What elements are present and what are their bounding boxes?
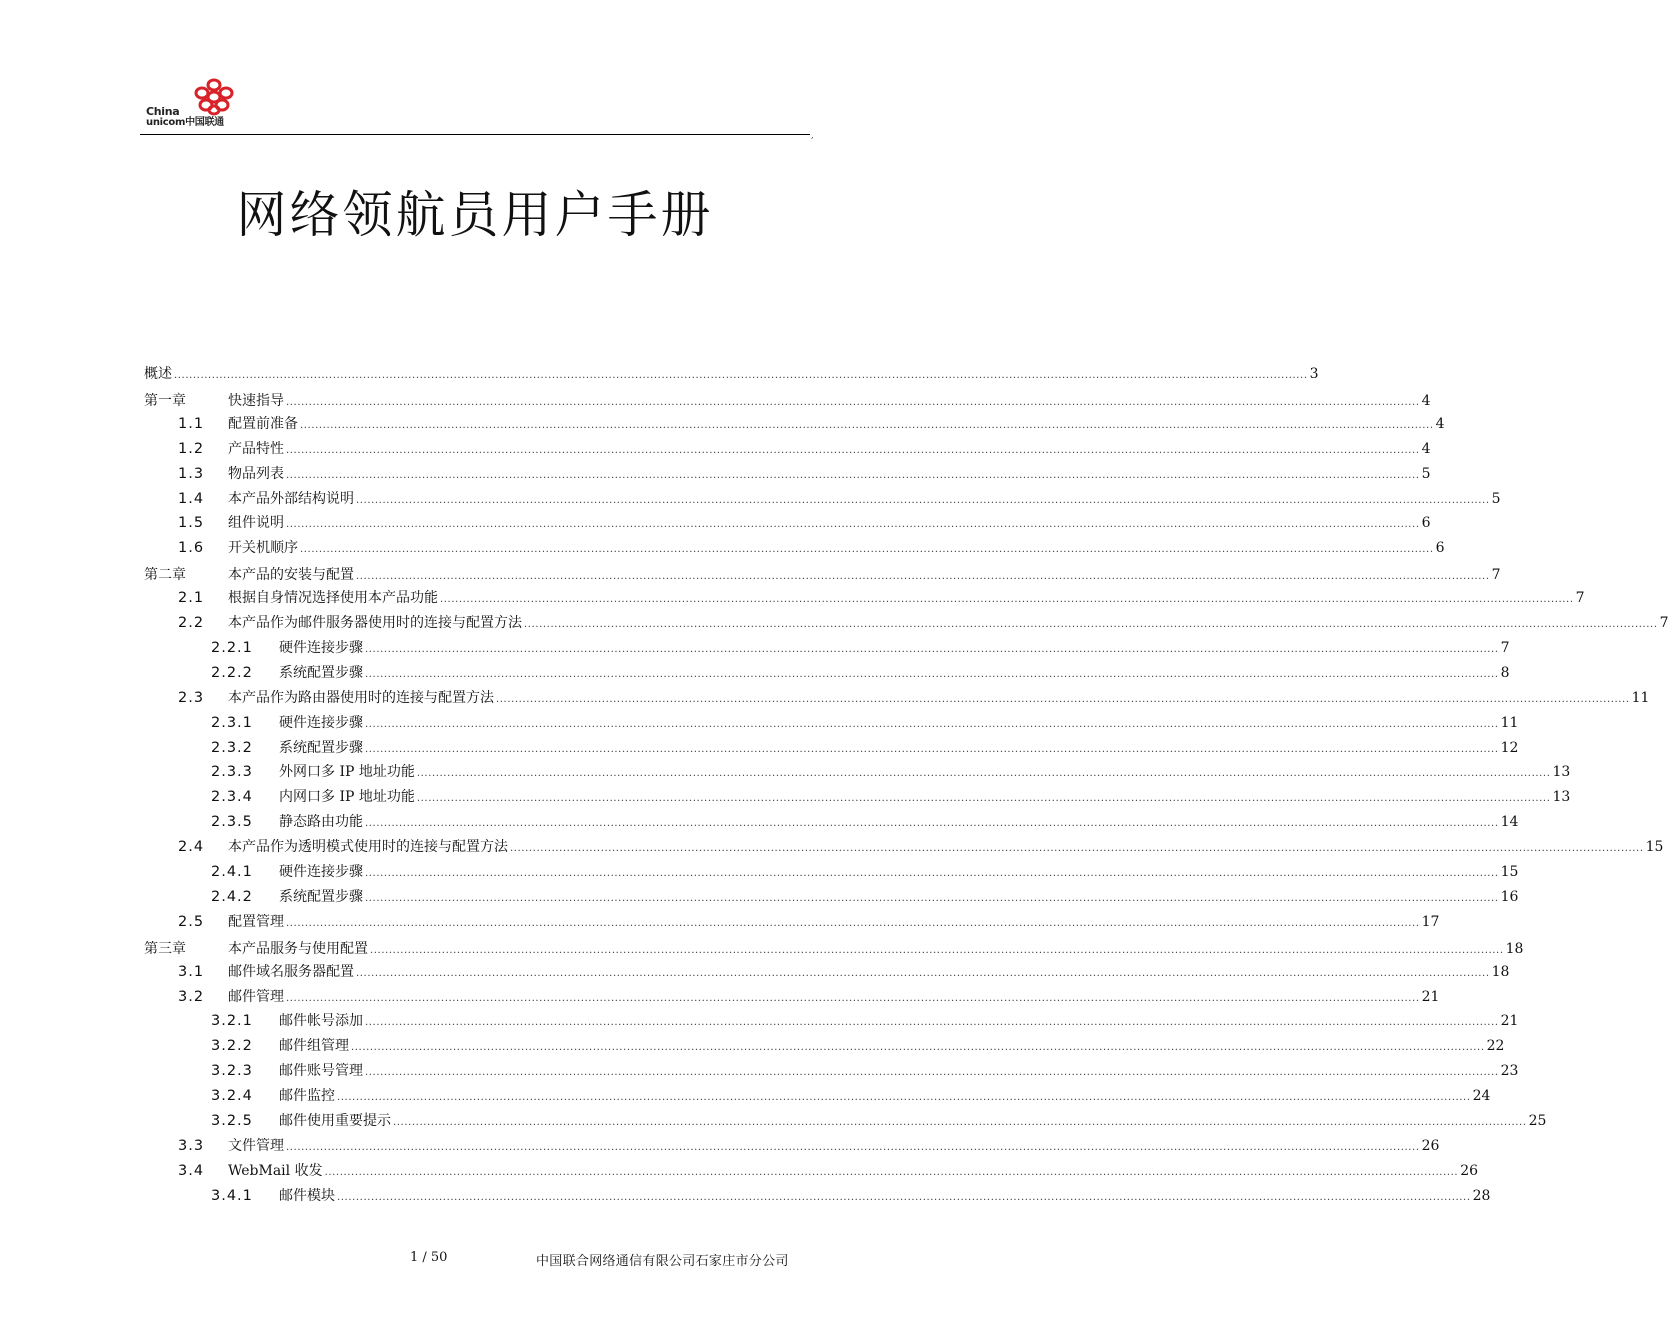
toc-entry-label: 物品列表 [228,465,284,482]
toc-leader-dots: ............................................................................................................................................................................................................................................................................................................ [337,1092,1471,1104]
toc-leader-dots: ............................................................................................................................................................................................................................................................................................................ [370,944,1504,956]
toc-entry-label: 根据自身情况选择使用本产品功能 [228,590,438,607]
toc-entry-label: 邮件监控 [279,1088,335,1105]
toc-entry-number: 3.2.5 [211,1113,253,1129]
toc-entry-page: 7 [1500,639,1510,656]
toc-entry-label: 邮件使用重要提示 [279,1113,391,1129]
toc-entry-page: 24 [1472,1088,1491,1105]
toc-entry[interactable] [211,636,1510,660]
toc-entry-number: 1.4 [178,490,205,507]
toc-entry-label: 邮件模块 [279,1187,335,1204]
toc-entry[interactable] [211,1009,1519,1033]
toc-entry-number: 2.1 [178,590,205,607]
toc-leader-dots: ............................................................................................................................................................................................................................................................................................................ [440,594,1574,606]
toc-entry-number: 2.4.2 [211,888,253,905]
toc-leader-dots: ............................................................................................................................................................................................................................................................................................................ [365,868,1499,879]
toc-entry-page: 4 [1421,440,1431,457]
toc-entry[interactable] [211,1034,1505,1058]
toc-leader-dots: ............................................................................................................................................................................................................................................................................................................ [416,768,1551,780]
toc-leader-dots: ............................................................................................................................................................................................................................................................................................................ [286,1141,1420,1153]
toc-entry-page: 13 [1552,764,1571,781]
toc-entry-number: 2.3 [178,689,205,706]
toc-entry[interactable] [211,1109,1547,1133]
toc-leader-dots: ............................................................................................................................................................................................................................................................................................................ [286,469,1420,481]
toc-entry-label: 邮件账号管理 [279,1063,363,1080]
toc-entry-label: 系统配置步骤 [279,739,363,756]
toc-entry-page: 15 [1500,864,1519,880]
toc-entry-number: 2.2 [178,615,205,631]
toc-leader-dots: ............................................................................................................................................................................................................................................................................................................ [286,992,1420,1004]
header-divider [140,134,810,135]
toc-entry-page: 16 [1500,888,1519,905]
toc-entry-label: 内网口多 IP 地址功能 [279,789,415,806]
toc-entry[interactable] [144,389,1431,413]
header-mark: , [811,131,814,140]
toc-entry-label: 本产品外部结构说明 [228,490,354,507]
toc-leader-dots: ............................................................................................................................................................................................................................................................................................................ [365,643,1499,655]
toc-leader-dots: ............................................................................................................................................................................................................................................................................................................ [324,1166,1459,1178]
toc-entry[interactable] [178,960,1510,984]
toc-entry-number: 2.5 [178,913,205,930]
toc-entry-number: 3.4.1 [211,1187,253,1204]
toc-entry[interactable] [211,860,1519,884]
toc-leader-dots: ............................................................................................................................................................................................................................................................................................................ [356,571,1490,583]
toc-entry[interactable] [178,412,1445,436]
toc-leader-dots: ............................................................................................................................................................................................................................................................................................................ [416,793,1551,805]
toc-entry-page: 15 [1645,839,1664,856]
toc-leader-dots: ............................................................................................................................................................................................................................................................................................................ [365,1017,1499,1029]
toc-entry-page: 5 [1491,490,1501,507]
toc-entry-page: 8 [1500,664,1510,681]
toc-entry-label: 邮件管理 [228,988,284,1005]
toc-entry-number: 3.2.3 [211,1063,253,1080]
toc-entry-number: 第三章 [144,940,186,957]
toc-entry[interactable] [144,563,1501,587]
toc-entry-page: 22 [1486,1038,1505,1055]
toc-entry-label: 静态路由功能 [279,814,363,831]
toc-leader-dots: ............................................................................................................................................................................................................................................................................................................ [356,494,1490,506]
toc-entry[interactable] [211,760,1571,784]
toc-entry-number: 3.2.2 [211,1038,253,1055]
toc-entry-number: 2.2.1 [211,639,253,656]
toc-leader-dots: ............................................................................................................................................................................................................................................................................................................ [365,718,1499,730]
toc-entry-page: 4 [1435,415,1445,432]
toc-entry[interactable] [178,835,1664,859]
toc-entry[interactable] [178,437,1431,461]
toc-leader-dots: ............................................................................................................................................................................................................................................................................................................ [286,444,1420,456]
toc-leader-dots: ............................................................................................................................................................................................................................................................................................................ [356,967,1490,979]
toc-entry-page: 7 [1491,567,1501,584]
toc-entry-number: 1.2 [178,440,205,457]
toc-entry-label: 硬件连接步骤 [279,639,363,656]
toc-leader-dots: ............................................................................................................................................................................................................................................................................................................ [286,917,1420,929]
toc-entry-page: 14 [1500,814,1519,831]
toc-entry-label: 硬件连接步骤 [279,864,363,880]
toc-leader-dots: ............................................................................................................................................................................................................................................................................................................ [510,843,1644,855]
toc-entry[interactable] [211,1059,1519,1083]
toc-entry-number: 2.4 [178,839,205,856]
toc-entry-label: 硬件连接步骤 [279,714,363,731]
toc-entry[interactable] [144,362,1319,386]
toc-entry-page: 26 [1421,1137,1440,1154]
toc-entry-number: 第二章 [144,567,186,584]
toc-entry-page: 18 [1491,963,1510,980]
toc-entry[interactable] [211,885,1519,909]
toc-entry[interactable] [211,785,1571,809]
toc-entry-label: 邮件组管理 [279,1038,349,1055]
footer-page-number: 1 / 50 [410,1250,448,1265]
toc-entry-number: 3.3 [178,1137,205,1154]
toc-entry-page: 21 [1421,988,1440,1005]
toc-entry[interactable] [178,985,1440,1009]
toc-entry-page: 3 [1309,366,1319,382]
toc-entry-page: 5 [1421,465,1431,482]
toc-entry-label: 组件说明 [228,515,284,532]
toc-entry-page: 7 [1575,590,1585,607]
toc-entry[interactable] [178,487,1501,511]
toc-entry-number: 2.3.1 [211,714,253,731]
toc-entry-page: 6 [1421,515,1431,532]
toc-entry-number: 2.4.1 [211,864,253,880]
toc-leader-dots: ............................................................................................................................................................................................................................................................................................................ [524,619,1658,630]
china-unicom-logo [146,78,256,130]
toc-entry-number: 1.3 [178,465,205,482]
toc-entry-page: 25 [1528,1113,1547,1129]
toc-leader-dots: ............................................................................................................................................................................................................................................................................................................ [393,1117,1527,1128]
toc-entry-number: 1.6 [178,540,205,557]
toc-entry-number: 3.4 [178,1162,205,1179]
footer-organization: 中国联合网络通信有限公司石家庄市分公司 [536,1254,789,1269]
toc-entry-number: 3.2.4 [211,1088,253,1105]
toc-entry-page: 23 [1500,1063,1519,1080]
toc-leader-dots: ............................................................................................................................................................................................................................................................................................................ [365,892,1499,904]
toc-entry-number: 2.3.2 [211,739,253,756]
toc-entry[interactable] [178,611,1669,635]
toc-entry[interactable] [211,1084,1491,1108]
toc-entry-label: 外网口多 IP 地址功能 [279,764,415,781]
toc-entry-page: 18 [1505,940,1524,957]
toc-entry[interactable] [178,586,1585,610]
toc-entry-label: 邮件域名服务器配置 [228,963,354,980]
toc-entry[interactable] [211,711,1519,735]
toc-leader-dots: ............................................................................................................................................................................................................................................................................................................ [365,668,1499,680]
toc-entry-page: 12 [1500,739,1519,756]
toc-entry-number: 3.2 [178,988,205,1005]
toc-entry[interactable] [178,910,1440,934]
toc-entry-label: 系统配置步骤 [279,888,363,905]
toc-entry-page: 7 [1659,615,1669,631]
toc-entry-label: 快速指导 [228,392,284,409]
toc-leader-dots: ............................................................................................................................................................................................................................................................................................................ [174,370,1308,381]
toc-entry-label: 本产品作为透明模式使用时的连接与配置方法 [228,839,508,856]
toc-entry-number: 3.1 [178,963,205,980]
toc-entry-label: 本产品作为邮件服务器使用时的连接与配置方法 [228,615,522,631]
toc-entry[interactable] [211,1184,1491,1208]
toc-entry-label: 本产品服务与使用配置 [228,940,368,957]
toc-leader-dots: ............................................................................................................................................................................................................................................................................................................ [300,544,1434,556]
unicom-knot-icon [192,78,236,116]
toc-entry-number: 1.1 [178,415,205,432]
toc-entry-page: 6 [1435,540,1445,557]
toc-entry[interactable] [144,937,1524,961]
toc-entry[interactable] [178,686,1650,710]
toc-entry[interactable] [178,1159,1479,1183]
toc-entry[interactable] [211,810,1519,834]
toc-entry[interactable] [178,1134,1440,1158]
toc-leader-dots: ............................................................................................................................................................................................................................................................................................................ [365,818,1499,830]
toc-entry-label: 本产品作为路由器使用时的连接与配置方法 [228,689,494,706]
toc-entry-number: 2.3.5 [211,814,253,831]
toc-entry[interactable] [178,511,1431,535]
toc-entry-page: 4 [1421,392,1431,409]
toc-entry-page: 28 [1472,1187,1491,1204]
toc-entry-label: 开关机顺序 [228,540,298,557]
toc-entry-label: 产品特性 [228,440,284,457]
toc-entry-page: 21 [1500,1013,1519,1030]
toc-leader-dots: ............................................................................................................................................................................................................................................................................................................ [286,396,1420,408]
toc-entry-number: 2.2.2 [211,664,253,681]
logo-text-unicom: unicom中国联通 [146,117,224,128]
toc-entry[interactable] [211,661,1510,685]
toc-entry-label: 配置前准备 [228,415,298,432]
toc-entry-page: 13 [1552,789,1571,806]
toc-entry-page: 11 [1631,689,1650,706]
toc-leader-dots: ............................................................................................................................................................................................................................................................................................................ [337,1191,1471,1203]
toc-entry-page: 26 [1460,1162,1479,1179]
toc-entry[interactable] [178,536,1445,560]
toc-leader-dots: ............................................................................................................................................................................................................................................................................................................ [300,419,1434,431]
toc-leader-dots: ............................................................................................................................................................................................................................................................................................................ [365,1067,1499,1079]
toc-entry[interactable] [211,736,1519,760]
toc-entry-page: 11 [1500,714,1519,731]
toc-entry-label: 本产品的安装与配置 [228,567,354,584]
toc-entry[interactable] [178,462,1431,486]
logo-text-china: China [146,105,180,118]
toc-entry-page: 17 [1421,913,1440,930]
toc-entry-label: 概述 [144,366,172,382]
toc-entry-number: 3.2.1 [211,1013,253,1030]
toc-leader-dots: ............................................................................................................................................................................................................................................................................................................ [351,1042,1485,1054]
document-title: 网络领航员用户手册 [236,186,714,244]
toc-entry-label: 邮件帐号添加 [279,1013,363,1030]
toc-entry-label: 文件管理 [228,1137,284,1154]
toc-entry-label: 配置管理 [228,913,284,930]
toc-entry-label: WebMail 收发 [228,1162,323,1179]
toc-entry-number: 2.3.3 [211,764,253,781]
toc-entry-number: 1.5 [178,515,205,532]
toc-entry-number: 2.3.4 [211,789,253,806]
toc-entry-label: 系统配置步骤 [279,664,363,681]
toc-entry-number: 第一章 [144,392,186,409]
toc-leader-dots: ............................................................................................................................................................................................................................................................................................................ [365,743,1499,755]
toc-leader-dots: ............................................................................................................................................................................................................................................................................................................ [496,693,1630,705]
toc-leader-dots: ............................................................................................................................................................................................................................................................................................................ [286,519,1420,531]
